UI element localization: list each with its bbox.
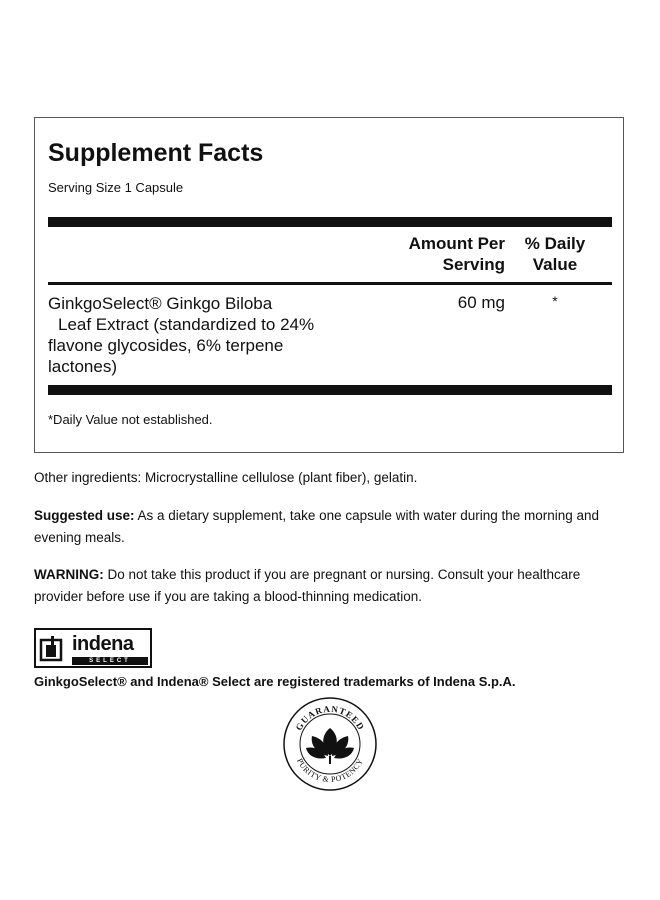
guaranteed-purity-seal xyxy=(282,696,378,792)
ginkgo-leaves-icon xyxy=(306,728,354,764)
thick-divider-bottom xyxy=(48,385,612,395)
ingredient-name: GinkgoSelect® Ginkgo Biloba Leaf Extract (standardized to 24% flavone glycosides, 6% terpene lactones) xyxy=(48,294,315,376)
supplement-facts-panel xyxy=(34,117,624,453)
thin-divider xyxy=(48,282,612,285)
panel-title: Supplement Facts xyxy=(48,139,264,167)
seal-top-text: GUARANTEED xyxy=(293,703,367,733)
warning-label: WARNING: xyxy=(34,567,104,582)
daily-value-footnote: *Daily Value not established. xyxy=(48,412,213,427)
warning xyxy=(34,564,624,608)
suggested-use-text: As a dietary supplement, take one capsule with water during the morning and evening meals. xyxy=(34,508,600,545)
thick-divider-top xyxy=(48,217,612,227)
indena-mark-icon xyxy=(39,634,67,662)
indena-select-label: SELECT xyxy=(72,657,148,665)
suggested-use-label: Suggested use: xyxy=(34,508,135,523)
svg-text:GUARANTEED xyxy=(294,704,367,732)
ingredient-amount: 60 mg xyxy=(457,293,505,312)
other-ingredients: Other ingredients: Microcrystalline cellulose (plant fiber), gelatin. xyxy=(34,470,418,485)
ingredient-daily-value: * xyxy=(552,293,558,309)
trademark-notice: GinkgoSelect® and Indena® Select are registered trademarks of Indena S.p.A. xyxy=(34,674,516,689)
indena-logo xyxy=(34,628,152,668)
seal-bottom-text: PURITY & POTENCY xyxy=(295,756,365,785)
amount-per-serving-header: Amount Per Serving xyxy=(408,234,505,274)
warning-text: Do not take this product if you are pregnant or nursing. Consult your healthcare provider before use if you are taking a blood-thinning medication. xyxy=(34,567,581,604)
indena-wordmark: indena xyxy=(72,633,134,655)
daily-value-header: % Daily Value xyxy=(524,234,586,274)
suggested-use xyxy=(34,505,624,549)
serving-size: Serving Size 1 Capsule xyxy=(48,180,184,195)
